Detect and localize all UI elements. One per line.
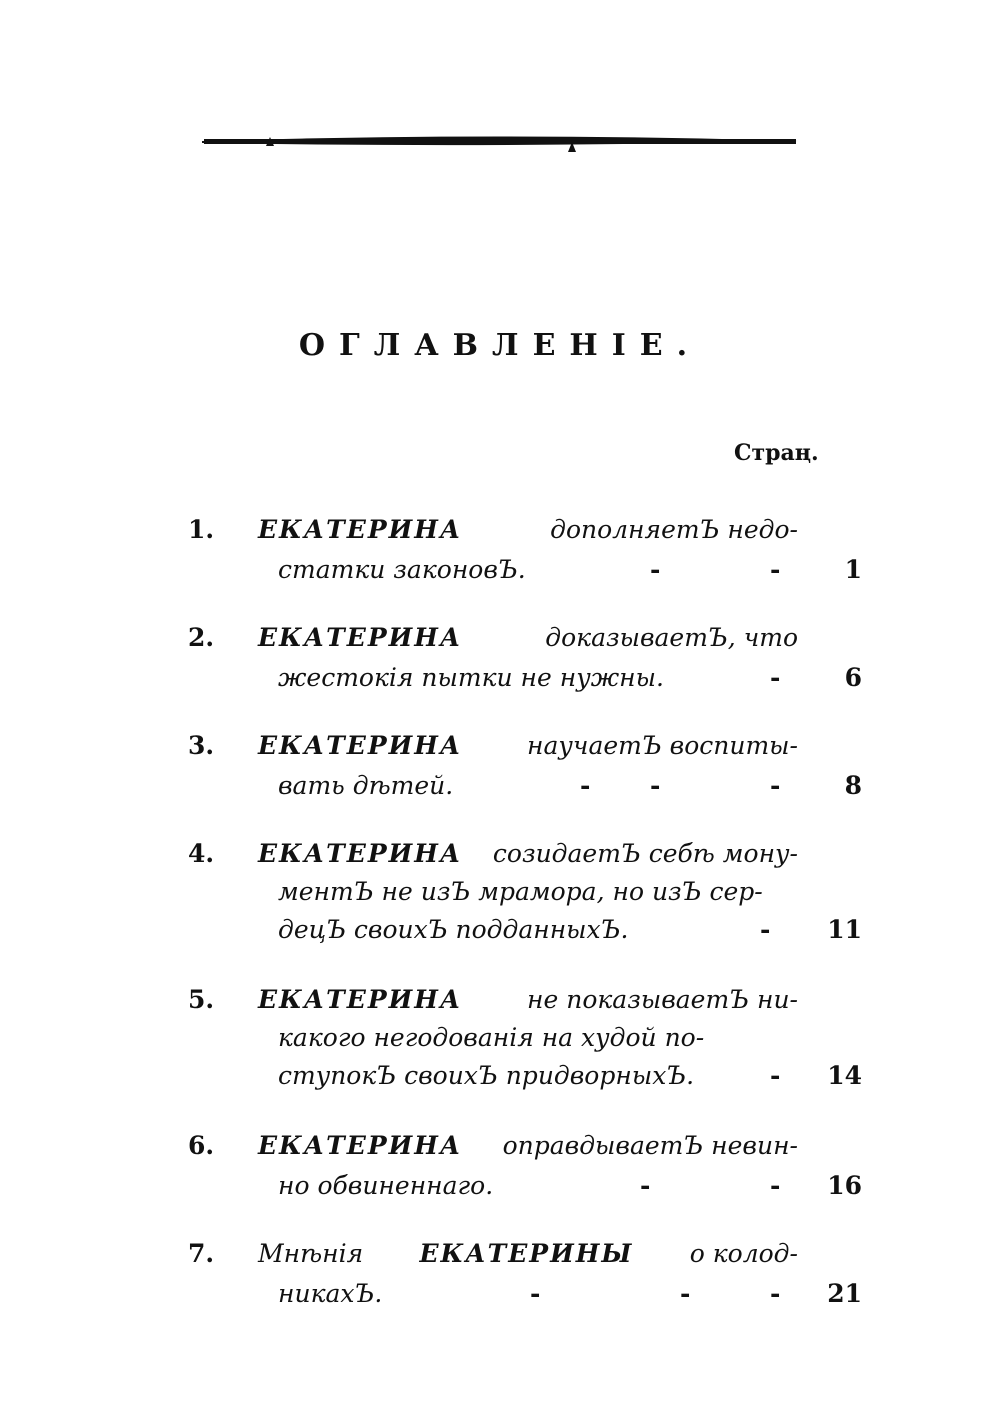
toc-entry[interactable] (180, 728, 870, 808)
entry-line (258, 512, 798, 548)
leader-dash: - (770, 555, 781, 584)
leader-dash: - (770, 1171, 781, 1200)
entry-number: 2. (188, 623, 215, 652)
leader-dash: - (530, 1279, 541, 1308)
entry-text: оправдываетЪ невин- (502, 1131, 798, 1160)
entry-text: Мнѣнія (258, 1239, 364, 1268)
toc-entry[interactable] (180, 1128, 870, 1208)
entry-text: научаетЪ воспиты- (527, 731, 798, 760)
ornamental-rule (200, 128, 800, 158)
entry-line (258, 836, 798, 872)
entry-text: ментЪ не изЪ мрамора, но изЪ сер- (278, 877, 763, 906)
entry-page-number: 21 (827, 1279, 862, 1308)
entry-number: 7. (188, 1239, 215, 1268)
entry-number: 5. (188, 985, 215, 1014)
leader-dash: - (770, 1279, 781, 1308)
entry-page-number: 8 (844, 771, 862, 800)
entry-text: не показываетЪ ни- (527, 985, 798, 1014)
entry-text: ступокЪ своихЪ придворныхЪ. (278, 1061, 695, 1090)
entry-caps: ЕКАТЕРИНА (258, 839, 463, 868)
entry-text: но обвиненнаго. (278, 1171, 494, 1200)
entry-text: никахЪ. (278, 1279, 383, 1308)
entry-text: вать дѣтей. (278, 771, 454, 800)
leader-dash: - (680, 1279, 691, 1308)
entry-line (258, 1128, 798, 1164)
entry-text: созидаетЪ себѣ мону- (492, 839, 798, 868)
toc-entry[interactable] (180, 982, 870, 1098)
toc-entry[interactable] (180, 836, 870, 952)
entry-page-number: 16 (827, 1171, 862, 1200)
leader-dash: - (650, 771, 661, 800)
toc-entry[interactable] (180, 620, 870, 700)
entry-page-number: 11 (827, 915, 862, 944)
entry-page-number: 6 (844, 663, 862, 692)
leader-dash: - (770, 663, 781, 692)
entry-text: статки законовЪ. (278, 555, 526, 584)
entry-line (258, 982, 798, 1018)
entry-text: какого негодованія на худой по- (278, 1023, 705, 1052)
leader-dash: - (650, 555, 661, 584)
entry-page-number: 1 (844, 555, 862, 584)
entry-line (258, 728, 798, 764)
leader-dash: - (770, 1061, 781, 1090)
entry-line (258, 620, 798, 656)
entry-number: 1. (188, 515, 215, 544)
entry-text: децЪ своихЪ подданныхЪ. (278, 915, 629, 944)
toc-entry[interactable] (180, 1236, 870, 1316)
entry-line (258, 1236, 798, 1272)
entry-caps: ЕКАТЕРИНА (258, 1131, 463, 1160)
entry-number: 6. (188, 1131, 215, 1160)
toc-entry[interactable] (180, 512, 870, 592)
entry-caps: ЕКАТЕРИНА (258, 731, 463, 760)
entry-text: дополняетЪ недо- (550, 515, 798, 544)
leader-dash: - (640, 1171, 651, 1200)
entry-text: доказываетЪ, что (545, 623, 798, 652)
entry-text: о колод- (689, 1239, 798, 1268)
leader-dash: - (760, 915, 771, 944)
leader-dash: - (580, 771, 591, 800)
entry-number: 4. (188, 839, 215, 868)
entry-caps: ЕКАТЕРИНЫ (419, 1239, 634, 1268)
leader-dash: - (770, 771, 781, 800)
page-column-label: Страң. (734, 440, 819, 466)
entry-caps: ЕКАТЕРИНА (258, 515, 463, 544)
entry-page-number: 14 (827, 1061, 862, 1090)
page-title: ОГЛАВЛЕНІЕ. (298, 328, 702, 363)
entry-caps: ЕКАТЕРИНА (258, 623, 463, 652)
entry-number: 3. (188, 731, 215, 760)
entry-caps: ЕКАТЕРИНА (258, 985, 463, 1014)
entry-text: жестокія пытки не нужны. (278, 663, 664, 692)
